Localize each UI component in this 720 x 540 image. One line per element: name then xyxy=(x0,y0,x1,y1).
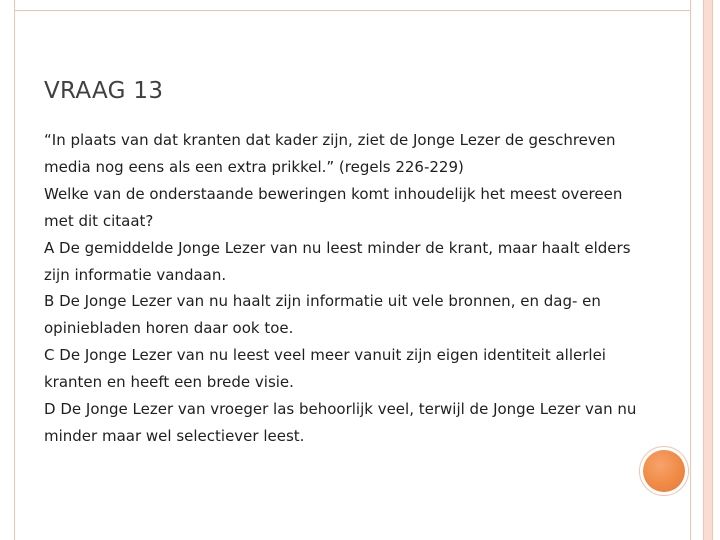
option-c xyxy=(44,342,644,396)
option-a xyxy=(44,235,644,289)
frame-line-right xyxy=(690,0,691,540)
frame-line-top xyxy=(14,10,691,11)
decorative-orange-circle xyxy=(643,450,685,492)
option-d xyxy=(44,396,644,450)
option-c-letter: C xyxy=(44,346,55,365)
option-a-letter: A xyxy=(44,238,55,257)
option-b-text: De Jonge Lezer van nu haalt zijn informatie uit vele bronnen, en dag- en opiniebladen horen daar ook toe. xyxy=(44,292,601,338)
option-a-text: De gemiddelde Jonge Lezer van nu leest minder de krant, maar haalt elders zijn informatie vandaan. xyxy=(44,238,631,284)
option-c-text: De Jonge Lezer van nu leest veel meer vanuit zijn eigen identiteit allerlei kranten en heeft een brede visie. xyxy=(44,346,606,392)
option-d-letter: D xyxy=(44,400,56,419)
quote-text: “In plaats van dat kranten dat kader zijn, ziet de Jonge Lezer de geschreven media nog eens als een extra prikkel.” (regels 226-229) xyxy=(44,131,616,176)
slide-title: VRAAG 13 xyxy=(44,78,164,104)
frame-line-left xyxy=(14,0,15,540)
option-b xyxy=(44,288,644,342)
question-text: Welke van de onderstaande beweringen komt inhoudelijk het meest overeen met dit citaat? xyxy=(44,184,623,230)
slide-body xyxy=(44,127,644,450)
option-d-text: De Jonge Lezer van vroeger las behoorlijk veel, terwijl de Jonge Lezer van nu minder maar wel selectiever leest. xyxy=(44,400,637,445)
frame-bar-right xyxy=(703,0,713,540)
option-b-letter: B xyxy=(44,292,55,311)
